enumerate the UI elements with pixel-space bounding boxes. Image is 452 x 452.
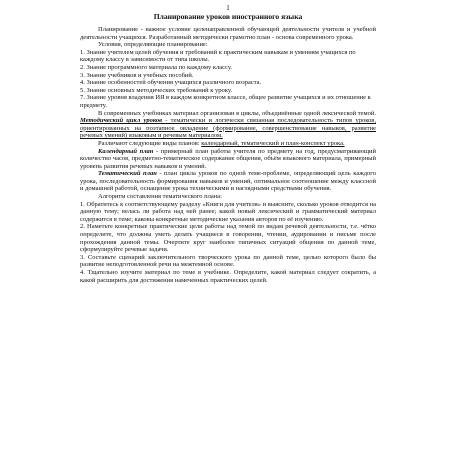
algorithm-steps: [80, 201, 376, 285]
thematic-plan-term: Тематический план: [98, 170, 157, 178]
plan-types-list: календарный, тематический и план-конспект урока.: [201, 139, 345, 147]
conditions-list: [80, 49, 376, 110]
document-page: [80, 4, 376, 284]
conditions-heading: Условия, определяющие планирование:: [98, 41, 208, 49]
list-item: 3. Знание учебников и учебных пособий.: [80, 71, 194, 79]
list-item: 3. Составьте сценарий заключительного творческого урока по данной теме, целью которого было бы развитие неподготовленной речи на межтемной основе.: [80, 253, 376, 269]
list-item: 7. Знание уровня владения ИЯ в каждом конкретном классе, общее развитие учащихся и их отношение к предмету.: [80, 94, 371, 109]
list-item: 5. Знание основных методических требований к уроку.: [80, 86, 233, 94]
cycle-definition: - тематически и логически связанная последовательность типов уроков, ориентированных на поэтапное овладение (формирование, совершенствование навыков, развитие речевых умений) языковым и речевым материалом.: [80, 117, 376, 140]
calendar-plan-definition: - примерный план работы учителя по предмету на год, предусматривающий количество часов, предметно-тематическое содержание общения, объём языкового материала, примерный уровень развития речевых навыков и умений.: [80, 147, 377, 170]
plan-types-paragraph: [80, 140, 376, 148]
list-item: 2. Знание программного материала по каждому классу.: [80, 63, 233, 71]
list-item: 1. Обратитесь к соответствующему разделу «Книги для учителя» и выясните, сколько уроков отводится на данную тему; велась ли работа над ней ранее; какой новый лексический и грамматический материал содержится в теме; каковы конкретные методические указания авторов по её изучению.: [80, 200, 376, 223]
plan-types-intro: Различают следующие виды планов:: [98, 139, 200, 147]
cycle-term: Методический цикл уроков: [80, 117, 163, 125]
calendar-plan-paragraph: [80, 148, 376, 171]
list-item: 4. Знание особенностей обучения учащихся различного возраста.: [80, 79, 262, 87]
list-item: 2. Наметьте конкретные практические цели работы над темой по видам речевой деятельности, т.е. чётко определите, что должны уметь делать учащиеся в говорении, чтении, аудировании и письме после прохождения данной темы. Очертите круг наиболее типичных ситуаций общения по данной теме, сформулируйте речевые задачи.: [80, 223, 376, 254]
list-item: 1. Знание учителем целей обучения и требований к практическим навыкам и умениям учащихся по каждому классу в зависимости от типа школы.: [80, 48, 356, 64]
document-title: Планирование уроков иностранного языка: [153, 12, 303, 21]
calendar-plan-term: Календарный план: [98, 147, 154, 155]
page-number: 1: [226, 4, 230, 12]
list-item: 4. Тщательно изучите материал по теме в учебнике. Определите, какой материал следует сократить, а какой расширить для достижения намеченных практических целей.: [80, 269, 376, 284]
algorithm-heading: Алгоритм составления тематического плана:: [98, 193, 222, 201]
cycle-intro: В современных учебниках материал организован в циклы, объединённые одной лексической темой.: [98, 109, 376, 117]
thematic-plan-definition: - план цикла уроков по одной теме-проблеме, определяющий цель каждого урока, последовательность формирования навыков и умений, оптимальное соотношение между классной и домашней работой, оснащение урока техническими и наглядными средствами обучения.: [80, 170, 377, 193]
cycle-paragraph: [80, 110, 376, 140]
intro-paragraph: Планирование - важное условие целенаправленной обучающей деятельности учителя и учебной деятельности учащихся. Разработанный методически грамотно план - основа современного урока.: [80, 26, 376, 41]
thematic-plan-paragraph: [80, 170, 376, 193]
